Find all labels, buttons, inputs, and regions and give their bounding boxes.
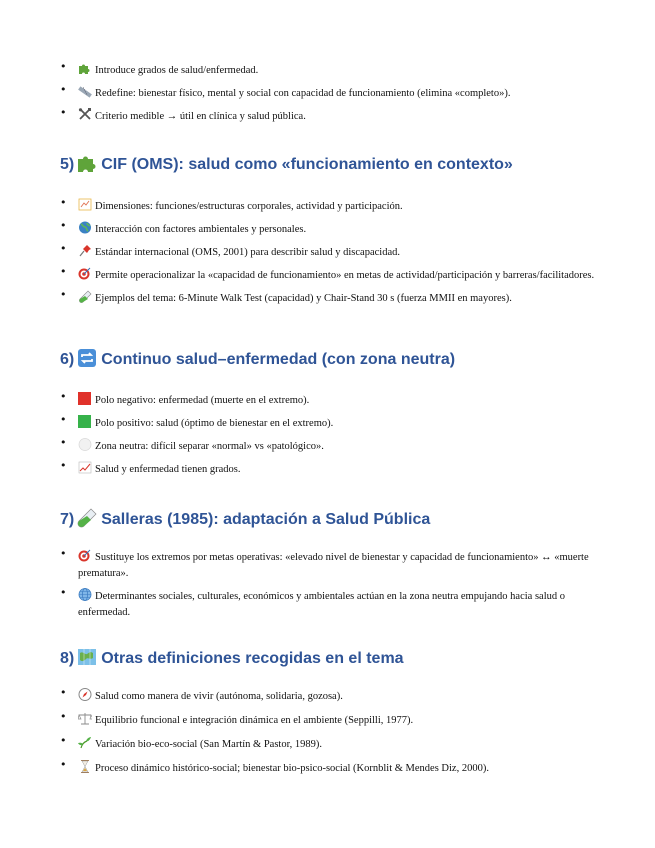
intro-list-block: [60, 62, 600, 125]
list-item-text: Polo negativo: enfermedad (muerte en el extremo).: [95, 395, 310, 406]
section-8-list: [60, 688, 600, 777]
list-item-text: Determinantes sociales, culturales, económicos y ambientales actúan en la zona neutra empujando hacia salud o enfermedad.: [78, 591, 565, 618]
bullet-icon: •: [60, 547, 67, 560]
list-item: [60, 549, 600, 582]
section-heading-8: [60, 647, 404, 668]
section-heading-5: [60, 153, 513, 174]
bullet-icon: •: [60, 242, 67, 255]
puzzle-icon: [78, 62, 92, 75]
list-item-text: Zona neutra: difícil separar «normal» vs «patológico».: [95, 441, 324, 452]
list-item-text: Sustituye los extremos por metas operativas: «elevado nivel de bienestar y capacidad de funcionamiento» ↔ «muerte prematura».: [78, 552, 589, 579]
list-item: [60, 415, 600, 432]
section-5-list-block: [60, 198, 600, 307]
section-number: 8): [60, 650, 75, 667]
section-title: CIF (OMS): salud como «funcionamiento en contexto»: [101, 156, 513, 173]
section-title: Otras definiciones recogidas en el tema: [101, 650, 404, 667]
section-8-list-block: [60, 688, 600, 777]
target-icon: [78, 549, 92, 562]
chart-up-icon: [78, 461, 92, 474]
bullet-icon: •: [60, 390, 67, 403]
list-item: [60, 221, 600, 238]
list-item-text: Criterio medible → útil en clínica y salud pública.: [95, 111, 306, 122]
bullet-icon: •: [60, 196, 67, 209]
bullet-icon: •: [60, 734, 67, 747]
section-title: Continuo salud–enfermedad (con zona neutra): [101, 351, 456, 368]
list-item: [60, 588, 600, 621]
list-item-text: Salud y enfermedad tienen grados.: [95, 464, 241, 475]
white-circle-icon: [78, 438, 92, 451]
list-item: [60, 438, 600, 455]
globe-net-icon: [78, 588, 92, 601]
list-item: [60, 290, 600, 307]
compass-icon: [78, 688, 92, 701]
list-item-text: Dimensiones: funciones/estructuras corporales, actividad y participación.: [95, 201, 403, 212]
list-item-text: Permite operacionalizar la «capacidad de funcionamiento» en metas de actividad/participación y barreras/facilitadores.: [95, 270, 595, 281]
list-item-text: Introduce grados de salud/enfermedad.: [95, 65, 259, 76]
list-item: [60, 198, 600, 215]
list-item: [60, 62, 600, 79]
list-item-text: Variación bio-eco-social (San Martín & Pastor, 1989).: [95, 739, 323, 750]
bullet-icon: •: [60, 219, 67, 232]
section-title: Salleras (1985): adaptación a Salud Pública: [101, 511, 431, 528]
section-heading-6: [60, 348, 455, 369]
puzzle-icon: [77, 153, 97, 173]
target-icon: [78, 267, 92, 280]
seedling-icon: [78, 736, 92, 749]
map-icon: [77, 647, 97, 667]
section-number: 7): [60, 511, 75, 528]
list-item: [60, 461, 600, 478]
bullet-icon: •: [60, 459, 67, 472]
list-item-text: Equilibrio funcional e integración dinámica en el ambiente (Seppilli, 1977).: [95, 715, 414, 726]
section-7-list-block: [60, 549, 600, 621]
red-square-icon: [78, 392, 92, 405]
ruler-icon: [78, 85, 92, 98]
list-item: [60, 392, 600, 409]
list-item-text: Polo positivo: salud (óptimo de bienestar en el extremo).: [95, 418, 334, 429]
list-item: [60, 85, 600, 102]
section-6-list-block: [60, 392, 600, 478]
list-item-text: Redefine: bienestar físico, mental y social con capacidad de funcionamiento (elimina «completo»).: [95, 88, 511, 99]
list-item: [60, 244, 600, 261]
list-item: [60, 712, 600, 729]
section-6-list: [60, 392, 600, 478]
bullet-icon: •: [60, 758, 67, 771]
bullet-icon: •: [60, 288, 67, 301]
list-item: [60, 267, 600, 284]
section-number: 6): [60, 351, 75, 368]
list-item-text: Proceso dinámico histórico-social; bienestar bio-psico-social (Kornblit & Mendes Diz, 2000).: [95, 763, 489, 774]
bullet-icon: •: [60, 413, 67, 426]
list-item: [60, 688, 600, 705]
test-tube-icon: [78, 290, 92, 303]
bullet-icon: •: [60, 436, 67, 449]
repeat-icon: [77, 348, 97, 368]
chart-icon: [78, 198, 92, 211]
scales-icon: [78, 712, 92, 725]
list-item-text: Estándar internacional (OMS, 2001) para describir salud y discapacidad.: [95, 247, 400, 258]
bullet-icon: •: [60, 586, 67, 599]
green-square-icon: [78, 415, 92, 428]
bullet-icon: •: [60, 710, 67, 723]
list-item-text: Salud como manera de vivir (autónoma, solidaria, gozosa).: [95, 691, 343, 702]
pin-icon: [78, 244, 92, 257]
list-item-text: Interacción con factores ambientales y personales.: [95, 224, 307, 235]
bullet-icon: •: [60, 60, 67, 73]
test-tube-icon: [77, 508, 97, 528]
section-number: 5): [60, 156, 75, 173]
globe-icon: [78, 221, 92, 234]
bullet-icon: •: [60, 265, 67, 278]
bullet-icon: •: [60, 106, 67, 119]
section-5-list: [60, 198, 600, 307]
list-item-text: Ejemplos del tema: 6-Minute Walk Test (capacidad) y Chair-Stand 30 s (fuerza MMII en mayores).: [95, 293, 512, 304]
list-item: [60, 760, 600, 777]
section-heading-7: [60, 508, 430, 529]
bullet-icon: •: [60, 83, 67, 96]
list-item: [60, 108, 600, 125]
tools-icon: [78, 108, 92, 121]
bullet-icon: •: [60, 686, 67, 699]
list-item: [60, 736, 600, 753]
hourglass-icon: [78, 760, 92, 773]
intro-list: [60, 62, 600, 125]
section-7-list: [60, 549, 600, 621]
